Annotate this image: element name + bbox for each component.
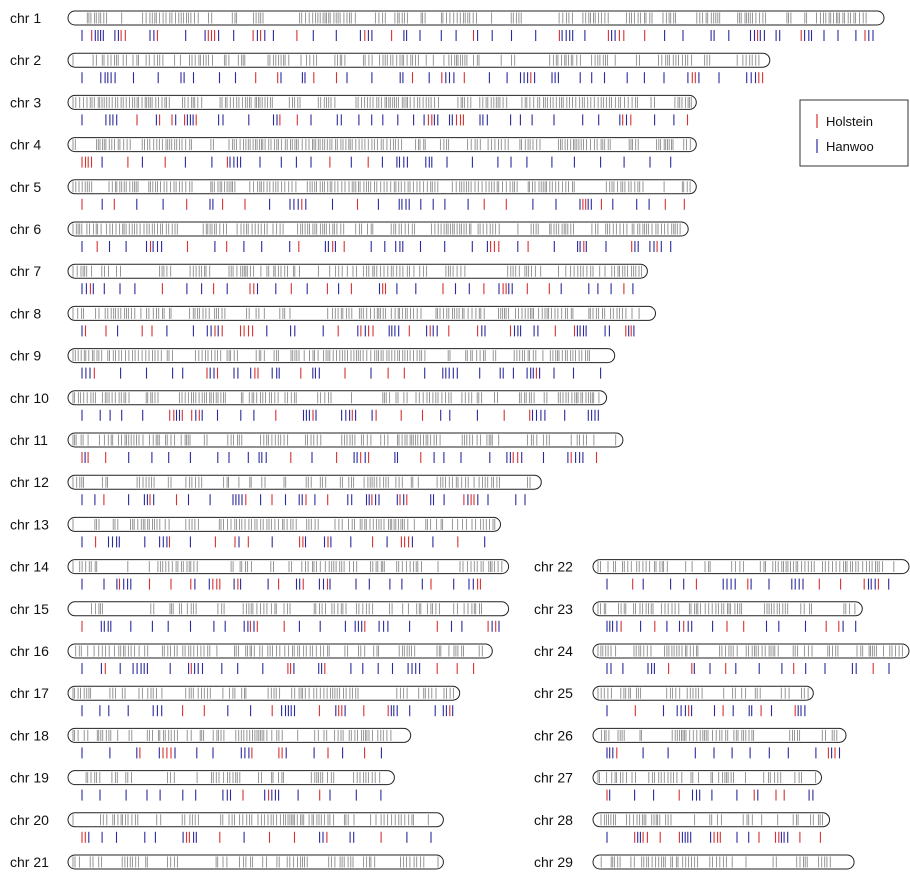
band-pattern: [73, 97, 691, 108]
chromosome-chr-27: [534, 770, 822, 801]
marker-row: [607, 747, 840, 758]
chromosome-chr-5: [10, 179, 696, 210]
chromosome-chr-9: [10, 348, 615, 379]
chromosome-outline: [68, 602, 509, 616]
marker-row: [82, 157, 671, 168]
marker-row: [82, 621, 499, 632]
chromosome-label: chr 15: [10, 600, 49, 617]
chromosome-label: chr 2: [10, 52, 42, 69]
chromosome-label: chr 27: [534, 769, 573, 786]
chromosome-chr-12: [10, 474, 541, 505]
chromosome-chr-8: [10, 305, 656, 336]
chromosome-chr-23: [534, 601, 862, 632]
band-pattern: [86, 772, 380, 783]
chromosome-label: chr 9: [10, 347, 42, 364]
marker-row: [82, 536, 485, 547]
chromosome-chr-26: [534, 727, 846, 758]
marker-row: [607, 663, 889, 674]
marker-row: [82, 452, 597, 463]
legend: [800, 100, 908, 166]
chromosome-outline: [68, 433, 623, 447]
marker-row: [82, 410, 598, 421]
band-pattern: [76, 646, 483, 657]
band-pattern: [73, 688, 453, 699]
band-pattern: [601, 730, 836, 741]
chromosome-outline: [68, 180, 696, 194]
chromosome-outline: [593, 560, 909, 574]
band-pattern: [73, 308, 639, 319]
chromosome-label: chr 10: [10, 389, 49, 406]
marker-row: [82, 832, 431, 843]
marker-row: [607, 579, 889, 590]
chromosome-chr-3: [10, 94, 696, 125]
marker-row: [82, 199, 684, 210]
legend-label-hanwoo: Hanwoo: [826, 139, 874, 154]
chromosome-chr-4: [10, 137, 696, 168]
marker-row: [82, 72, 763, 83]
chromosome-outline: [68, 813, 443, 827]
marker-row: [82, 368, 601, 379]
chromosome-label: chr 3: [10, 94, 42, 111]
chromosome-chr-25: [534, 685, 813, 716]
band-pattern: [73, 561, 502, 572]
band-pattern: [73, 224, 680, 235]
chromosome-label: chr 1: [10, 10, 42, 26]
chromosome-label: chr 14: [10, 558, 49, 575]
chromosome-chr-14: [10, 559, 509, 590]
chromosome-chr-19: [10, 770, 394, 801]
chromosome-label: chr 16: [10, 643, 49, 659]
chromosome-chr-1: [10, 10, 884, 41]
chromosome-chr-11: [10, 432, 623, 463]
band-pattern: [92, 603, 482, 614]
chromosome-outline: [68, 53, 770, 67]
chromosome-label: chr 13: [10, 516, 49, 533]
chromosome-outline: [68, 11, 884, 25]
chromosome-chr-17: [10, 685, 460, 716]
marker-row: [82, 30, 873, 41]
band-pattern: [87, 13, 866, 24]
chromosome-label: chr 8: [10, 305, 42, 322]
band-pattern: [598, 688, 808, 699]
band-pattern: [601, 857, 830, 868]
chromosome-outline: [68, 855, 443, 869]
band-pattern: [73, 435, 616, 446]
chromosome-chr-13: [10, 516, 501, 547]
marker-row: [82, 747, 381, 758]
chromosome-label: chr 20: [10, 811, 49, 828]
band-pattern: [73, 350, 589, 361]
marker-row: [82, 790, 381, 801]
band-pattern: [73, 392, 599, 403]
band-pattern: [73, 814, 428, 825]
chromosome-label: chr 25: [534, 685, 573, 702]
marker-row: [607, 832, 820, 843]
chromosome-label: chr 11: [10, 432, 48, 448]
chromosome-chr-10: [10, 390, 607, 421]
chromosome-outline: [68, 686, 460, 700]
marker-row: [82, 241, 671, 252]
band-pattern: [73, 857, 438, 868]
marker-row: [82, 283, 633, 294]
band-pattern: [73, 181, 690, 192]
chromosome-label: chr 24: [534, 643, 573, 659]
band-pattern: [73, 477, 530, 488]
chromosome-chr-15: [10, 601, 509, 632]
chromosome-label: chr 12: [10, 474, 49, 491]
chromosome-label: chr 6: [10, 221, 42, 237]
chromosome-outline: [68, 728, 411, 742]
band-pattern: [73, 139, 690, 150]
chromosome-outline: [68, 349, 615, 363]
chromosomes-layer: [10, 10, 909, 874]
legend-label-holstein: Holstein: [826, 114, 873, 129]
chromosome-label: chr 17: [10, 685, 49, 702]
chromosome-chr-2: [10, 52, 770, 83]
marker-row: [607, 621, 856, 632]
band-pattern: [598, 646, 902, 657]
band-pattern: [598, 561, 894, 572]
marker-row: [82, 325, 634, 336]
marker-row: [82, 705, 453, 716]
marker-row: [82, 579, 480, 590]
chromosome-chr-22: [534, 559, 909, 590]
chromosome-outline: [593, 771, 822, 785]
band-pattern: [598, 603, 855, 614]
chromosome-label: chr 7: [10, 263, 42, 280]
chromosome-label: chr 26: [534, 727, 573, 744]
chromosome-chr-21: [10, 854, 443, 874]
band-pattern: [73, 266, 642, 277]
marker-row: [82, 494, 525, 505]
chromosome-chr-16: [10, 643, 492, 674]
marker-row: [607, 705, 805, 716]
marker-row: [82, 663, 474, 674]
legend-box: [800, 100, 908, 166]
chromosome-label: chr 28: [534, 811, 573, 828]
chromosome-label: chr 21: [10, 854, 49, 870]
chromosome-chr-28: [534, 812, 830, 843]
chromosome-chr-18: [10, 727, 411, 758]
marker-row: [607, 790, 813, 801]
band-pattern: [73, 730, 391, 741]
band-pattern: [601, 814, 823, 825]
chromosome-label: chr 5: [10, 178, 42, 195]
band-pattern: [73, 55, 759, 66]
chromosome-label: chr 19: [10, 769, 49, 786]
chromosome-outline: [68, 560, 509, 574]
chromosome-label: chr 22: [534, 558, 573, 575]
chromosome-outline: [68, 264, 647, 278]
chromosome-chr-7: [10, 263, 647, 294]
chromosome-chr-20: [10, 812, 443, 843]
chromosome-chr-24: [534, 643, 909, 674]
chromosome-label: chr 4: [10, 136, 42, 153]
chromosome-label: chr 23: [534, 600, 573, 617]
chromosome-chr-29: [534, 854, 854, 874]
chromosome-chr-6: [10, 221, 688, 252]
chromosome-label: chr 29: [534, 854, 573, 870]
band-pattern: [73, 519, 495, 530]
marker-row: [82, 114, 688, 125]
band-pattern: [598, 772, 816, 783]
chromosome-label: chr 18: [10, 727, 49, 744]
